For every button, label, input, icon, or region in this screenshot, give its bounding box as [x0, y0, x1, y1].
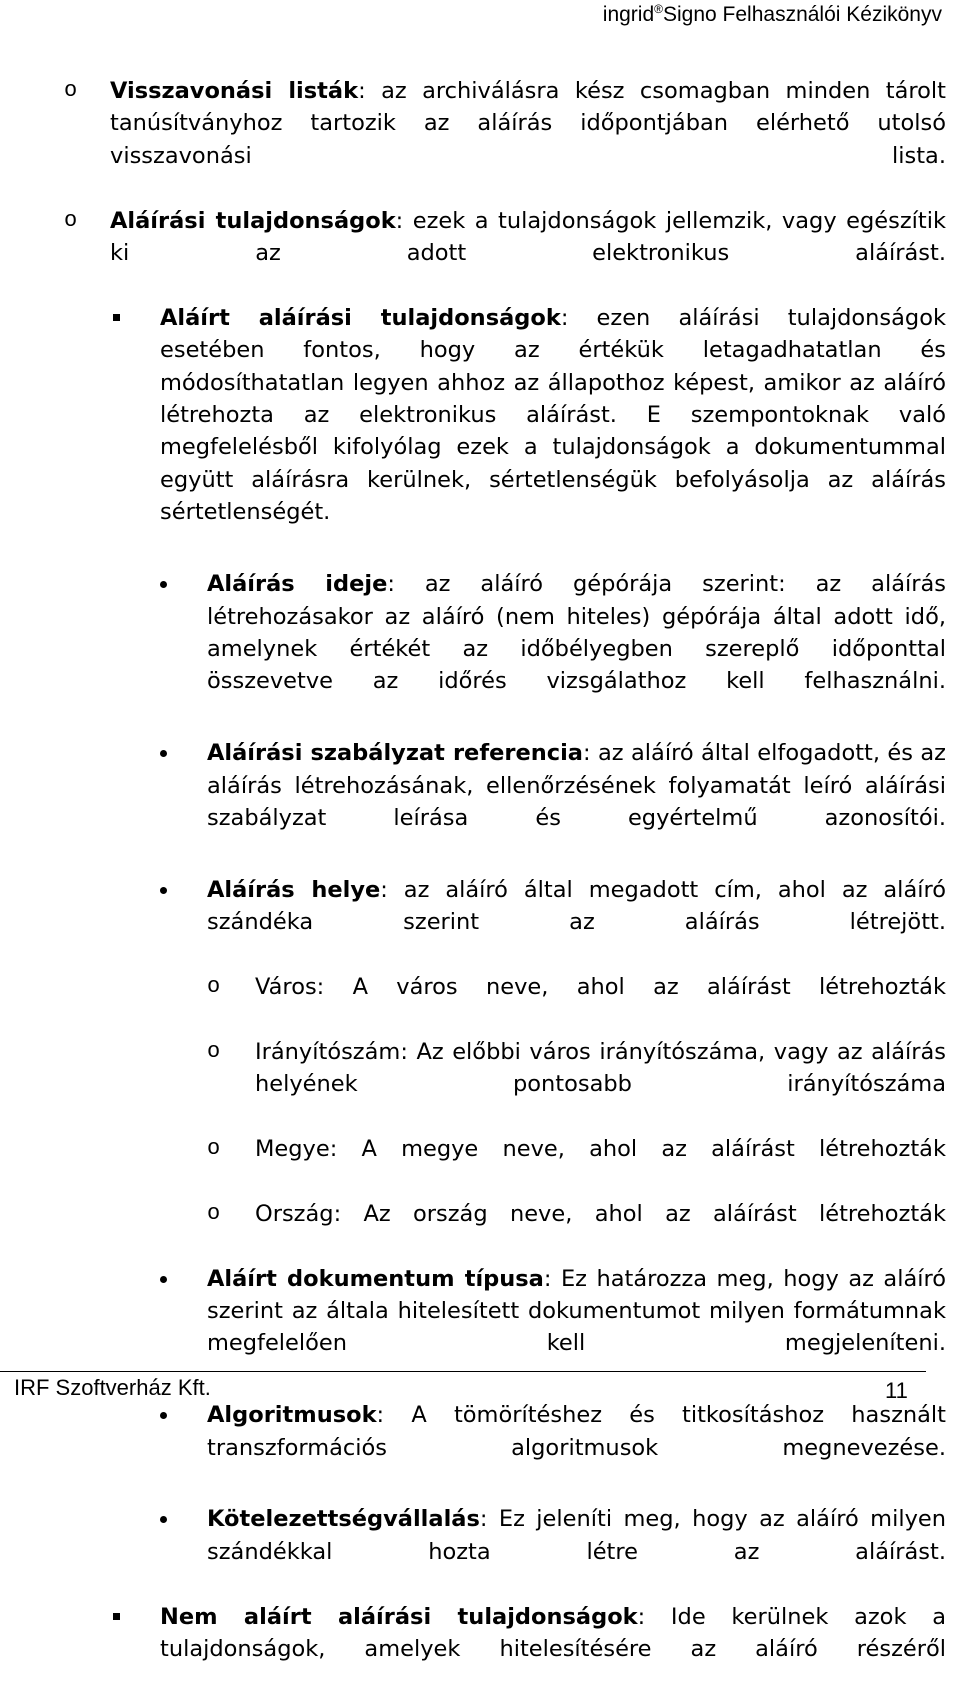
description: Irányítószám: Az előbbi város irányítószáma, vagy az aláírás helyének pontosabb irányítószáma: [255, 1038, 946, 1098]
list-item-algoritmusok: [207, 1399, 946, 1496]
bullet-dot-icon: [160, 887, 167, 894]
list-item-nem-alairt-alairasi-tulajdonsagok: [160, 1601, 946, 1698]
description: : Ez határozza meg, hogy az aláíró szerint az általa hitelesített dokumentumot milyen formátumnak megfelelően kell megjeleníteni.: [207, 1265, 947, 1357]
term: Aláírási tulajdonságok: [110, 207, 396, 234]
term: Algoritmusok: [207, 1402, 377, 1429]
description: : Ez jeleníti meg, hogy az aláíró milyen szándékkal hozta létre az aláírást.: [207, 1506, 946, 1565]
term: Kötelezettségvállalás: [207, 1506, 480, 1533]
circle-bullet-icon: o: [207, 973, 221, 999]
page-header: [603, 2, 942, 27]
registered-mark: ®: [654, 2, 663, 16]
footer-divider: [0, 1371, 926, 1372]
list-item-varos: [207, 971, 946, 1036]
list-item-alairas-ideje: [207, 568, 946, 730]
footer-company: IRF Szoftverház Kft.: [14, 1375, 211, 1400]
bullet-dot-icon: [160, 1516, 167, 1523]
term: Aláírás helye: [207, 876, 381, 903]
term: Visszavonási listák: [110, 78, 359, 104]
list-item-megye: [207, 1133, 946, 1198]
list-item-orszag: [207, 1198, 946, 1263]
circle-bullet-icon: o: [64, 207, 78, 233]
term: Aláírt aláírási tulajdonságok: [160, 304, 561, 331]
page-number: 11: [885, 1378, 908, 1403]
description: : az aláíró gépórája szerint: az aláírás létrehozásakor az aláíró (nem hiteles) gépórája által adott idő, amelynek értékét az időbélyegben szereplő időponttal összevetve az időrés vizsgálathoz kell felhasználni.: [207, 571, 947, 695]
description: : az aláíró által megadott cím, ahol az aláíró szándéka szerint az aláírás létrejött.: [207, 876, 946, 936]
circle-bullet-icon: o: [207, 1200, 221, 1226]
list-item-kotelezettsegvallalas: [207, 1503, 946, 1600]
term: Aláírási szabályzat referencia: [207, 740, 583, 767]
bullet-dot-icon: [160, 750, 167, 757]
header-title-post: Signo Felhasználói Kézikönyv: [663, 3, 942, 26]
description: : ezek a tulajdonságok jellemzik, vagy egészítik ki az adott elektronikus aláírást.: [110, 207, 946, 267]
term: Nem aláírt aláírási tulajdonságok: [160, 1603, 638, 1630]
bullet-dot-icon: [160, 1412, 167, 1419]
document-body: [0, 75, 960, 1698]
list-item-alairt-alairasi-tulajdonsagok: [160, 302, 946, 561]
term: Aláírt dokumentum típusa: [207, 1265, 544, 1292]
circle-bullet-icon: o: [64, 78, 78, 103]
description: : az archiválásra kész csomagban minden tárolt tanúsítványhoz tartozik az aláírás időpontjában elérhető utolsó visszavonási lista.: [110, 78, 946, 169]
list-item-iranyitoszam: [207, 1036, 946, 1133]
circle-bullet-icon: o: [207, 1136, 221, 1161]
list-item-visszavonasi-listak: [64, 75, 946, 205]
description: : az aláíró által elfogadott, és az aláírás létrehozásának, ellenőrzésének folyamatát leíró aláírási szabályzat leírása és egyértelmű azonosítói.: [207, 740, 946, 831]
list-item-alairasi-tulajdonsagok: [64, 205, 946, 302]
description: Ország: Az ország neve, ahol az aláírást létrehozták: [255, 1200, 946, 1227]
square-bullet-icon: [113, 314, 120, 321]
list-item-alairasi-szabalyzat-referencia: [207, 737, 946, 867]
list-item-alairas-helye: [207, 874, 946, 971]
description: : Ide kerülnek azok a tulajdonságok, amelyek hitelesítésére az aláíró részéről: [160, 1603, 946, 1663]
header-title-pre: ingrid: [602, 3, 655, 26]
term: Aláírás ideje: [207, 571, 388, 598]
description: : ezen aláírási tulajdonságok esetében fontos, hogy az értékük letagadhatatlan és módosíthatatlan legyen ahhoz az állapothoz képest, amikor az aláíró létrehozta az elektronikus aláírást. E szempontoknak való megfelelésből kifolyólag ezek a tulajdonságok a dokumentummal együtt aláírásra kerülnek, sértetlenségük befolyásolja az aláírás sértetlenségét.: [160, 304, 947, 526]
bullet-dot-icon: [160, 581, 167, 588]
circle-bullet-icon: o: [207, 1038, 221, 1064]
description: Város: A város neve, ahol az aláírást létrehozták: [255, 973, 946, 1000]
list-item-alairt-dokumentum-tipusa: [207, 1263, 946, 1393]
description: Megye: A megye neve, ahol az aláírást létrehozták: [255, 1136, 946, 1162]
description: : A tömörítéshez és titkosításhoz használt transzformációs algoritmusok megnevezése.: [207, 1402, 946, 1461]
bullet-dot-icon: [160, 1276, 167, 1283]
square-bullet-icon: [113, 1613, 120, 1620]
